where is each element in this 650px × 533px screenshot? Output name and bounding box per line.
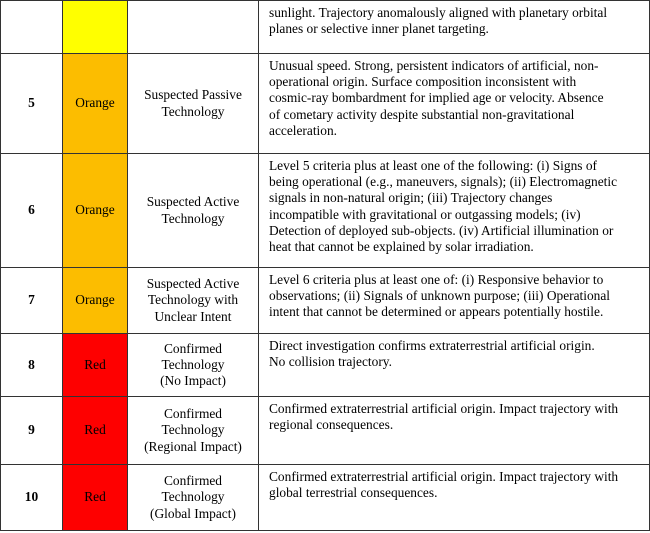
description-line: Direct investigation confirms extraterrestrial artificial origin.	[269, 338, 595, 353]
description-line: operational origin. Surface composition inconsistent with	[269, 74, 577, 90]
table-row	[1, 154, 650, 268]
description-cell	[259, 268, 650, 334]
category-cell	[128, 154, 259, 268]
level-cell: 8	[1, 334, 63, 397]
category-line: Suspected Active	[146, 276, 240, 292]
table-row	[1, 397, 650, 465]
category-line: Technology	[161, 422, 225, 438]
color-cell: Red	[63, 334, 128, 397]
category-line: Confirmed	[163, 340, 222, 356]
category-line: Unclear Intent	[154, 308, 232, 324]
description-line: global terrestrial consequences.	[269, 485, 438, 501]
color-cell: Red	[63, 397, 128, 465]
category-cell	[128, 465, 259, 531]
description-line: planes or selective inner planet targeting.	[269, 21, 489, 37]
category-cell	[128, 334, 259, 397]
level-cell: 5	[1, 54, 63, 154]
description-cell	[259, 334, 650, 397]
description-line: being operational (e.g., maneuvers, signals); (ii) Electromagnetic	[269, 174, 618, 190]
level-cell: 9	[1, 397, 63, 465]
description-line: of cometary activity despite substantial non-gravitational	[269, 106, 575, 122]
description-line: sunlight. Trajectory anomalously aligned with planetary orbital	[269, 5, 608, 20]
table-row	[1, 1, 650, 54]
category-line: Technology with	[147, 292, 239, 308]
description-line: cosmic-ray bombardment for implied age or velocity. Absence	[269, 90, 604, 106]
category-line: Suspected Passive	[144, 87, 242, 103]
category-cell	[128, 1, 259, 54]
description-line: Unusual speed. Strong, persistent indicators of artificial, non-	[269, 58, 599, 73]
color-cell: Orange	[63, 268, 128, 334]
description-line: Level 5 criteria plus at least one of the following: (i) Signs of	[269, 158, 597, 173]
description-line: Confirmed extraterrestrial artificial origin. Impact trajectory with	[269, 469, 619, 484]
description-cell	[259, 397, 650, 465]
category-cell	[128, 268, 259, 334]
description-cell	[259, 154, 650, 268]
category-line: Confirmed	[163, 473, 222, 489]
color-cell: Red	[63, 465, 128, 531]
description-cell	[259, 1, 650, 54]
description-line: observations; (ii) Signals of unknown purpose; (iii) Operational	[269, 288, 611, 304]
description-line: signals in non-natural origin; (iii) Trajectory changes	[269, 190, 553, 206]
category-line: (No Impact)	[160, 373, 226, 389]
level-cell: 6	[1, 154, 63, 268]
category-cell	[128, 54, 259, 154]
category-line: Technology	[161, 356, 225, 372]
color-cell: Orange	[63, 154, 128, 268]
category-line: Confirmed	[163, 406, 222, 422]
description-line: Confirmed extraterrestrial artificial origin. Impact trajectory with	[269, 401, 619, 416]
category-line: Technology	[161, 489, 225, 505]
description-line: regional consequences.	[269, 417, 394, 433]
color-cell	[63, 1, 128, 54]
table-row	[1, 465, 650, 531]
level-cell: 10	[1, 465, 63, 531]
description-line: intent that cannot be determined or appears potentially hostile.	[269, 304, 604, 320]
description-line: Level 6 criteria plus at least one of: (i) Responsive behavior to	[269, 272, 604, 287]
table-row	[1, 334, 650, 397]
color-cell: Orange	[63, 54, 128, 154]
category-line: Technology	[161, 103, 225, 119]
description-line: Detection of deployed sub-objects. (iv) Artificial illumination or	[269, 222, 614, 238]
table-row	[1, 268, 650, 334]
description-line: acceleration.	[269, 122, 338, 138]
category-line: (Global Impact)	[150, 505, 236, 521]
category-line: Technology	[161, 210, 225, 226]
level-cell	[1, 1, 63, 54]
table-row	[1, 54, 650, 154]
category-line: Suspected Active	[146, 194, 240, 210]
description-line: No collision trajectory.	[269, 354, 392, 370]
description-cell	[259, 465, 650, 531]
description-cell	[259, 54, 650, 154]
description-line: incompatible with gravitational or outgassing models; (iv)	[269, 206, 581, 222]
description-line: heat that cannot be explained by solar irradiation.	[269, 239, 534, 255]
category-line: (Regional Impact)	[144, 438, 242, 454]
category-cell	[128, 397, 259, 465]
level-cell: 7	[1, 268, 63, 334]
